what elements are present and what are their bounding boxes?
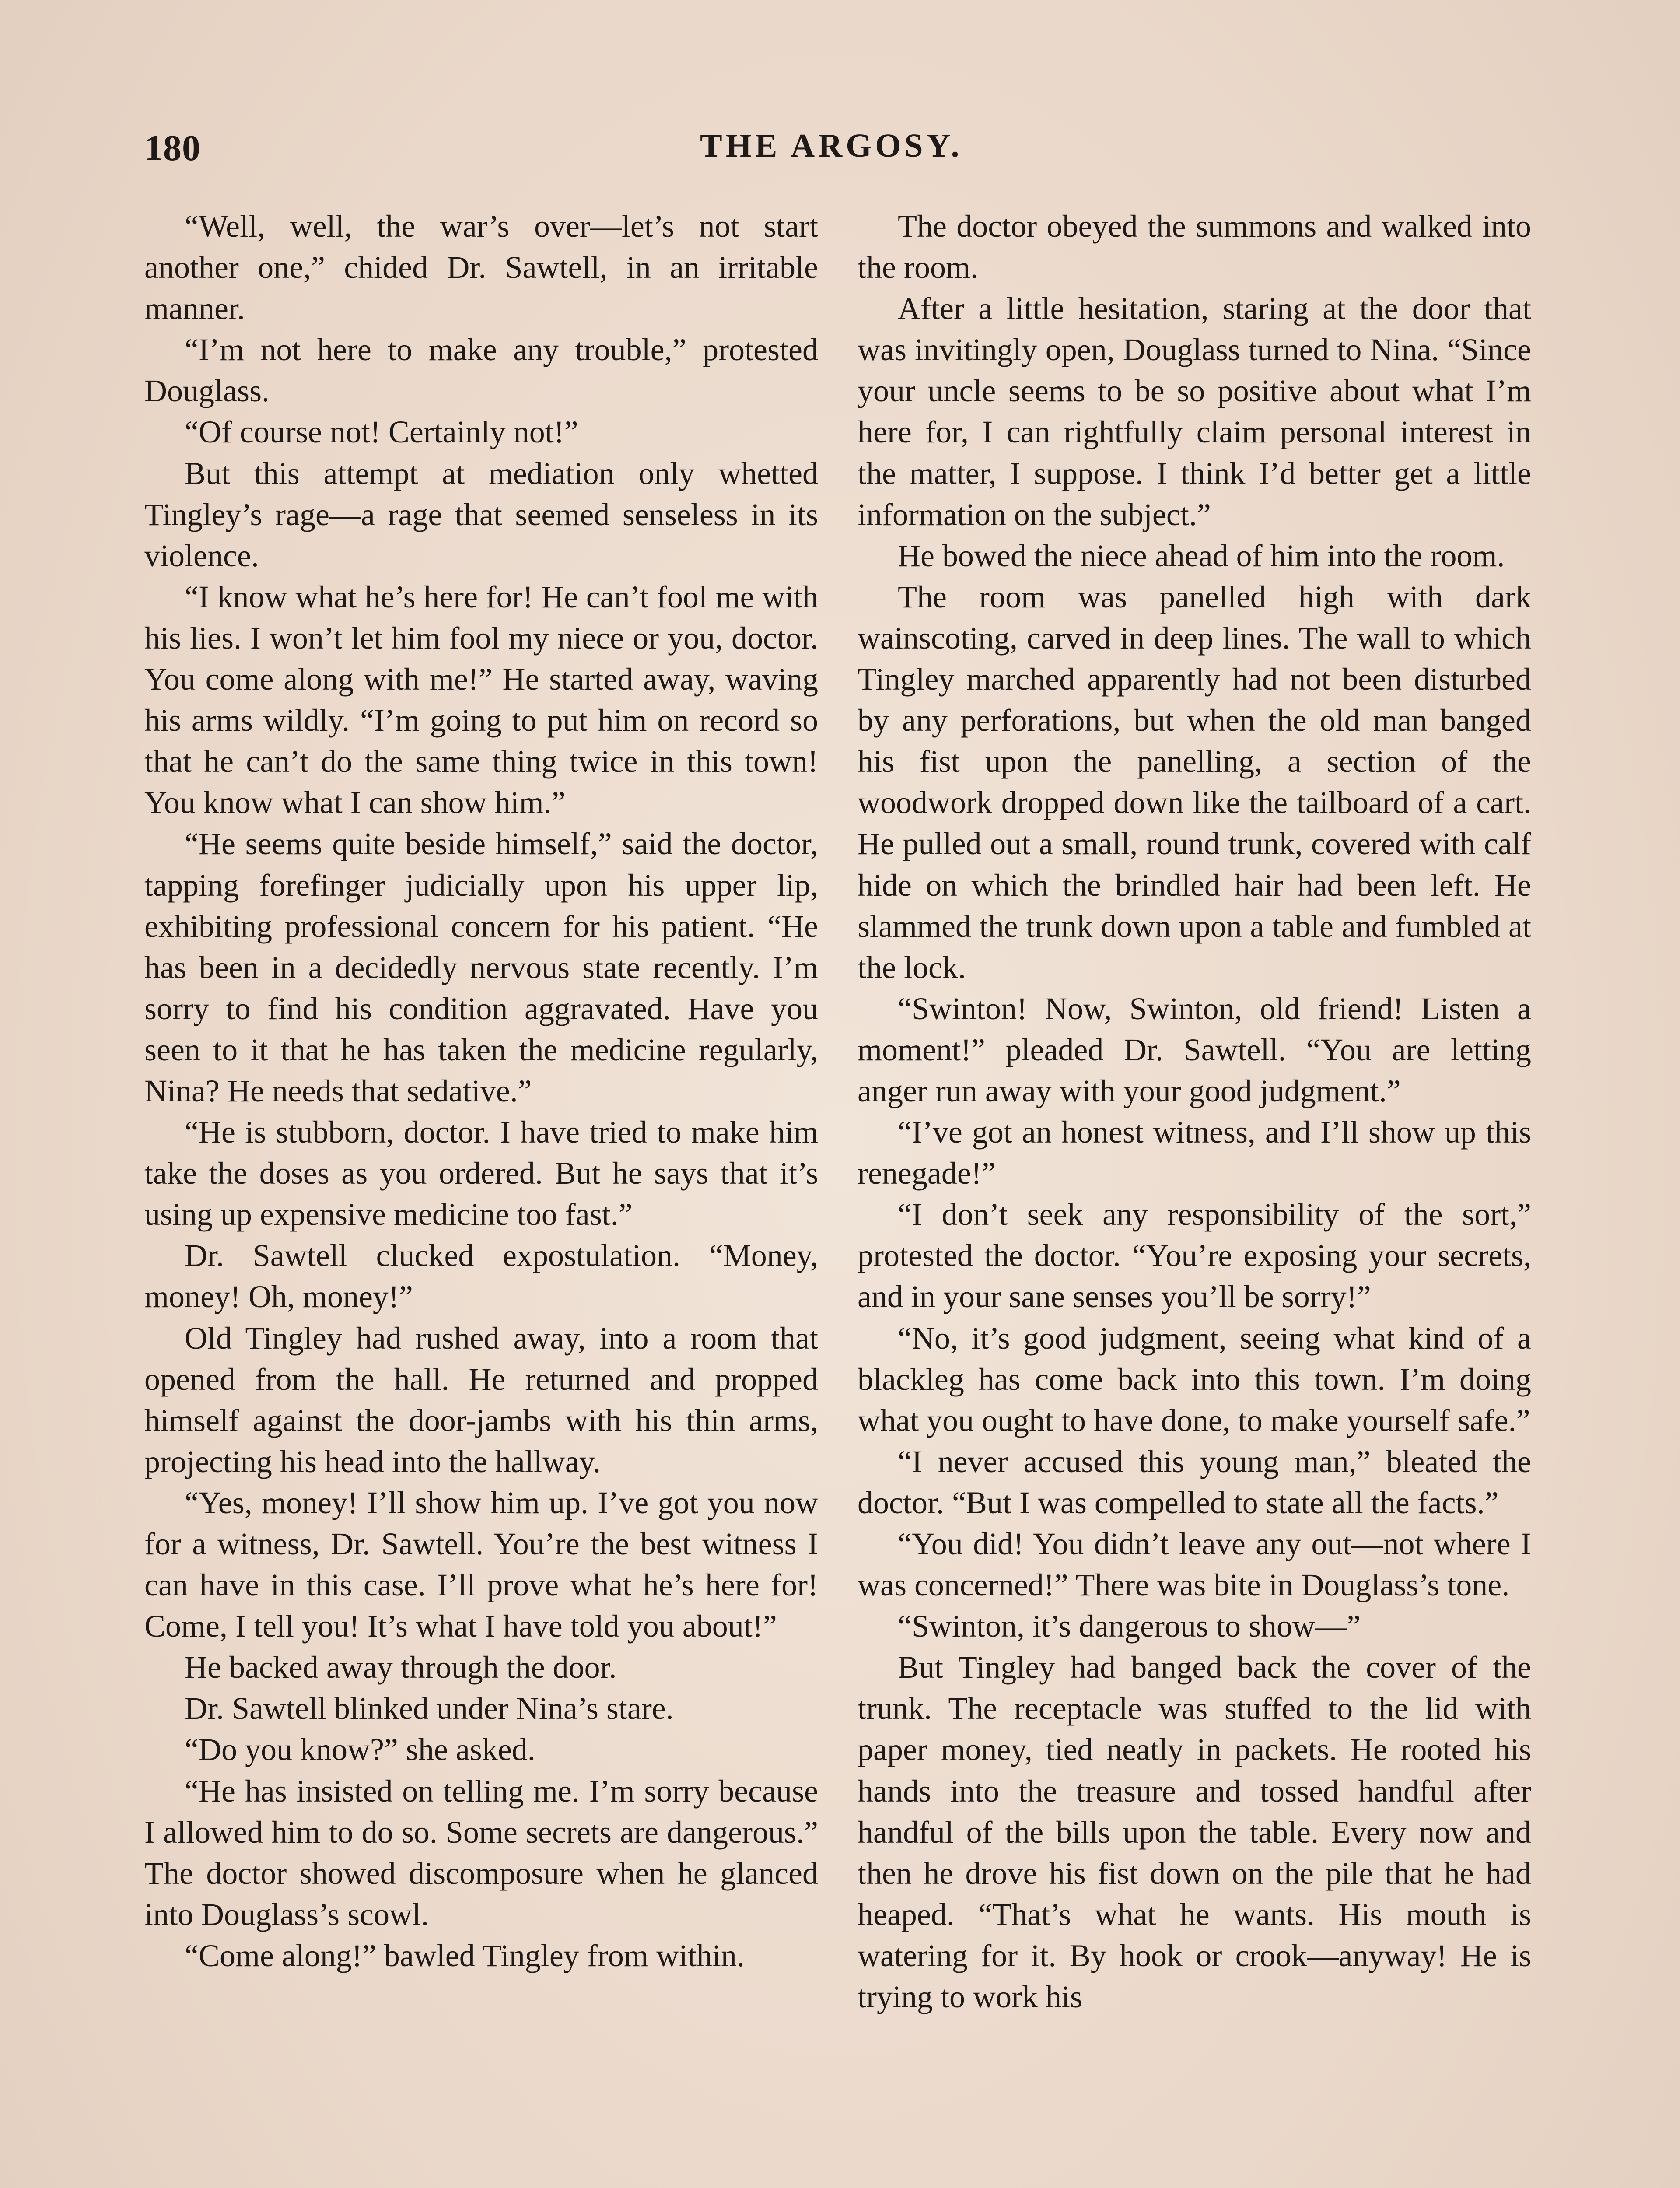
paragraph: “I’ve got an honest witness, and I’ll show up this renegade!” [858,1115,1531,1191]
paragraph: But Tingley had banged back the cover of the trunk. The receptacle was stuffed to the lid with paper money, tied neatly in packets. He rooted his hands into the treasure and tossed handful after handful of the bills upon the table. Every now and then he drove his fist down on the pile that he had heaped. “That’s what he wants. His mouth is watering for it. By hook or crook—anyway! He is trying to work his [858,1650,1531,2015]
paragraph: “I don’t seek any responsibility of the sort,” protested the doctor. “You’re exposing your secrets, and in your sane senses you’ll be sorry!” [858,1197,1531,1315]
paragraph: He backed away through the door. [185,1650,617,1685]
paragraph: After a little hesitation, staring at the door that was invitingly open, Douglass turned to Nina. “Since your uncle seems to be so positive about what I’m here for, I can rightfully claim personal interest in the matter, I suppose. I think I’d better get a little information on the subject.” [858,291,1531,532]
paragraph: “Well, well, the war’s over—let’s not start another one,” chided Dr. Sawtell, in an irritable manner. [144,209,818,326]
paragraph: “I know what he’s here for! He can’t fool me with his lies. I won’t let him fool my niece or you, doctor. You come along with me!” He started away, waving his arms wildly. “I’m going to put him on record so that he can’t do the same thing twice in this town! You know what I can show him.” [144,579,818,820]
paragraph: “No, it’s good judgment, seeing what kind of a blackleg has come back into this town. I’m doing what you ought to have done, to make yourself safe.” [858,1320,1531,1438]
paragraph: “He seems quite beside himself,” said the doctor, tapping forefinger judicially upon his upper lip, exhibiting professional concern for his patient. “He has been in a decidedly nervous state recently. I’m sorry to find his condition aggravated. Have you seen to it that he has taken the medicine regularly, Nina? He needs that sedative.” [144,826,818,1108]
paragraph: The room was panelled high with dark wainscoting, carved in deep lines. The wall to which Tingley marched apparently had not been disturbed by any perforations, but when the old man banged his fist upon the panelling, a section of the woodwork dropped down like the tailboard of a cart. He pulled out a small, round trunk, covered with calf hide on which the brindled hair had been left. He slammed the trunk down upon a table and fumbled at the lock. [858,579,1531,985]
paragraph: “You did! You didn’t leave any out—not where I was concerned!” There was bite in Douglass’s tone. [858,1526,1531,1603]
right-column [858,206,1531,2017]
running-head: THE ARGOSY. [700,127,963,164]
paragraph: “Come along!” bawled Tingley from within. [185,1938,745,1973]
paragraph: Dr. Sawtell blinked under Nina’s stare. [185,1691,674,1726]
paragraph: “Swinton! Now, Swinton, old friend! Listen a moment!” pleaded Dr. Sawtell. “You are letting anger run away with your good judgment.” [858,991,1531,1108]
paragraph: “I’m not here to make any trouble,” protested Douglass. [144,332,818,409]
paragraph: “He is stubborn, doctor. I have tried to make him take the doses as you ordered. But he says that it’s using up expensive medicine too fast.” [144,1115,818,1232]
paragraph: But this attempt at mediation only whetted Tingley’s rage—a rage that seemed senseless in its violence. [144,456,818,573]
paragraph: Dr. Sawtell clucked expostulation. “Money, money! Oh, money!” [144,1238,818,1315]
paragraph: The doctor obeyed the summons and walked into the room. [858,209,1531,285]
paragraph: “Swinton, it’s dangerous to show—” [898,1609,1361,1644]
paragraph: He bowed the niece ahead of him into the room. [898,538,1505,573]
paragraph: “I never accused this young man,” bleated the doctor. “But I was compelled to state all the facts.” [858,1444,1531,1520]
paragraph: “Of course not! Certainly not!” [185,414,578,450]
paragraph: Old Tingley had rushed away, into a room that opened from the hall. He returned and propped himself against the door-jambs with his thin arms, projecting his head into the hallway. [144,1320,818,1479]
paragraph: “He has insisted on telling me. I’m sorry because I allowed him to do so. Some secrets are dangerous.” The doctor showed discomposure when he glanced into Douglass’s scowl. [144,1773,818,1932]
paragraph: “Do you know?” she asked. [185,1732,536,1767]
paragraph: “Yes, money! I’ll show him up. I’ve got you now for a witness, Dr. Sawtell. You’re the best witness I can have in this case. I’ll prove what he’s here for! Come, I tell you! It’s what I have told you about!” [144,1485,818,1644]
left-column [144,206,818,1976]
page-number: 180 [144,128,201,168]
